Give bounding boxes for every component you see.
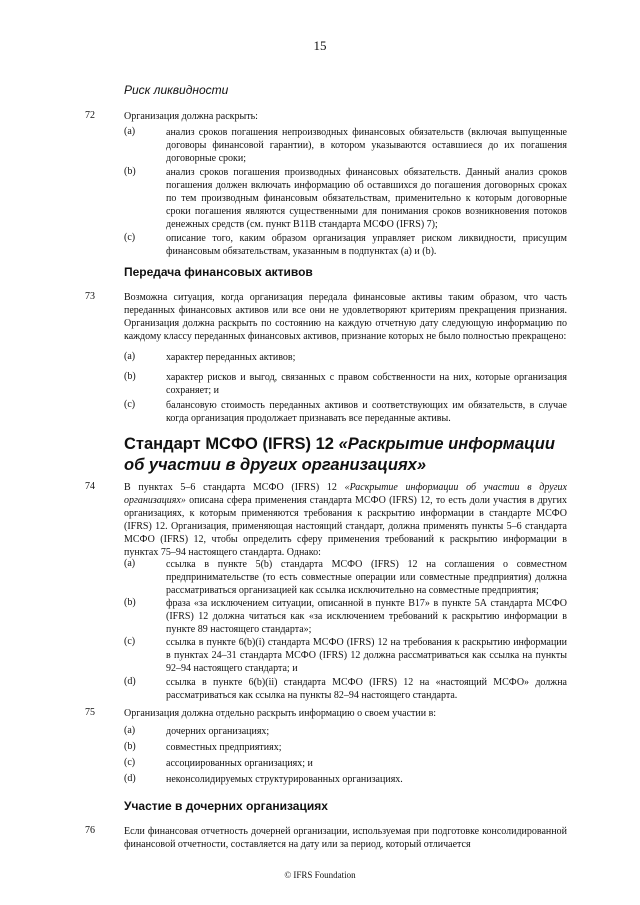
item-letter: (d) bbox=[124, 676, 136, 687]
item-text: ссылка в пункте 6(b)(i) стандарта МСФО (IFRS) 12 на требования к раскрытию информации в пунктах 24–31 стандарта МСФО (IFRS) 12 должна рассматриваться как ссылка на пункты 92–94 настоящего стандарта; и bbox=[166, 637, 567, 674]
item-text: анализ сроков погашения производных финансовых обязательств. Данный анализ сроков погашения должен включать информацию об оставшихся до погашения договорных сроках по тем производным финансовым обязательствам, применительно к которым договорные сроки погашения являются существенными для понимания сроков возникновения потоков денежных средств (см. пункт B11B стандарта МСФО (IFRS) 7); bbox=[166, 167, 567, 230]
item-letter: (a) bbox=[124, 351, 136, 362]
item-letter: (d) bbox=[124, 773, 136, 784]
item-letter: (a) bbox=[124, 725, 136, 736]
item-text: ссылка в пункте 5(b) стандарта МСФО (IFRS) 12 на соглашения о совместном предпринимательстве (то есть совместные операции или совместные предприятия) должна рассматриваться организацией как ссылка исключительно на совместные предприятия; bbox=[166, 559, 567, 596]
item-letter: (c) bbox=[124, 757, 136, 768]
item-text: неконсолидируемых структурированных организациях. bbox=[166, 774, 403, 785]
heading-plain: Стандарт МСФО (IFRS) 12 bbox=[124, 435, 339, 453]
item-letter: (b) bbox=[124, 741, 136, 752]
item-text: дочерних организациях; bbox=[166, 726, 270, 737]
item-letter: (b) bbox=[124, 371, 136, 382]
item-letter: (c) bbox=[124, 232, 136, 243]
heading-ifrs12 bbox=[124, 434, 564, 476]
item-letter: (c) bbox=[124, 399, 136, 410]
item-text: анализ сроков погашения непроизводных финансовых обязательств (включая выпущенные договоры финансовой гарантии), в котором указываются оставшиеся до их погашения договорные сроки; bbox=[166, 127, 567, 164]
item-text: фраза «за исключением ситуации, описанной в пункте B17» в пункте 5А стандарта МСФО (IFRS) 12 должна читаться как «за исключением требований к раскрытию информации в пункте 89 настоящего стандарта»; bbox=[166, 598, 567, 635]
paragraph-text: Возможна ситуация, когда организация передала финансовые активы таким образом, что часть переданных финансовых активов или все они не удовлетворяют критериям прекращения признания. Организация должна раскрыть по состоянию на каждую отчетную дату следующую информацию по каждому классу переданных финансовых активов, признание которых не было полностью прекращено: bbox=[124, 292, 567, 342]
item-text: описание того, каким образом организация управляет риском ликвидности, присущим финансовым обязательствам, указанным в подпунктах (a) и (b). bbox=[166, 233, 567, 257]
item-text: балансовую стоимость переданных активов и соответствующих им обязательств, в случае когда организация продолжает признавать все переданные активы. bbox=[166, 400, 567, 424]
paragraph-number: 74 bbox=[85, 481, 95, 492]
heading-liquidity-risk: Риск ликвидности bbox=[124, 83, 229, 97]
item-text: характер переданных активов; bbox=[166, 352, 296, 363]
paragraph-number: 76 bbox=[85, 825, 95, 836]
paragraph-number: 73 bbox=[85, 291, 95, 302]
paragraph-number: 72 bbox=[85, 110, 95, 121]
item-text: ссылка в пункте 6(b)(ii) стандарта МСФО (IFRS) 12 на «настоящий МСФО» должна рассматриваться как ссылка на пункты 82–94 настоящего стандарта. bbox=[166, 677, 567, 701]
item-letter: (a) bbox=[124, 126, 136, 137]
item-letter: (b) bbox=[124, 597, 136, 608]
lead-end: описана сфера применения стандарта МСФО (IFRS) 12, то есть доли участия в других организациях, к которым применяются требования к раскрытию информации в стандарте МСФО (IFRS) 12. Организация, применяющая настоящий стандарт, должна применять пункты 5–6 стандарта МСФО (IFRS) 12, чтобы определить сферу применения требований к раскрытию информации в пунктах 75–94 настоящего стандарта. Однако: bbox=[124, 495, 567, 558]
page-number: 15 bbox=[313, 38, 327, 53]
paragraph-text: Организация должна отдельно раскрыть информацию о своем участии в: bbox=[124, 708, 437, 719]
heading-transfer: Передача финансовых активов bbox=[124, 265, 313, 279]
paragraph-number: 75 bbox=[85, 707, 95, 718]
item-letter: (a) bbox=[124, 558, 136, 569]
lead-start: В пунктах 5–6 стандарта МСФО (IFRS) 12 bbox=[124, 482, 345, 493]
paragraph-text bbox=[124, 481, 567, 559]
heading-italic: «Раскрытие информации об участии в других организациях» bbox=[124, 435, 555, 474]
paragraph-text: Организация должна раскрыть: bbox=[124, 111, 258, 122]
footer-copyright: © IFRS Foundation bbox=[284, 870, 356, 880]
item-text: ассоциированных организациях; и bbox=[166, 758, 313, 769]
item-text: совместных предприятиях; bbox=[166, 742, 282, 753]
item-text: характер рисков и выгод, связанных с правом собственности на них, которые организация сохраняет; и bbox=[166, 372, 567, 396]
lead-italic: «Раскрытие информации об участии в других организациях» bbox=[124, 482, 567, 506]
paragraph-text: Если финансовая отчетность дочерней организации, используемая при подготовке консолидированной финансовой отчетности, составляется на дату или за период, который отличается bbox=[124, 826, 567, 850]
item-letter: (c) bbox=[124, 636, 136, 647]
item-letter: (b) bbox=[124, 166, 136, 177]
heading-subsidiaries: Участие в дочерних организациях bbox=[124, 799, 328, 813]
